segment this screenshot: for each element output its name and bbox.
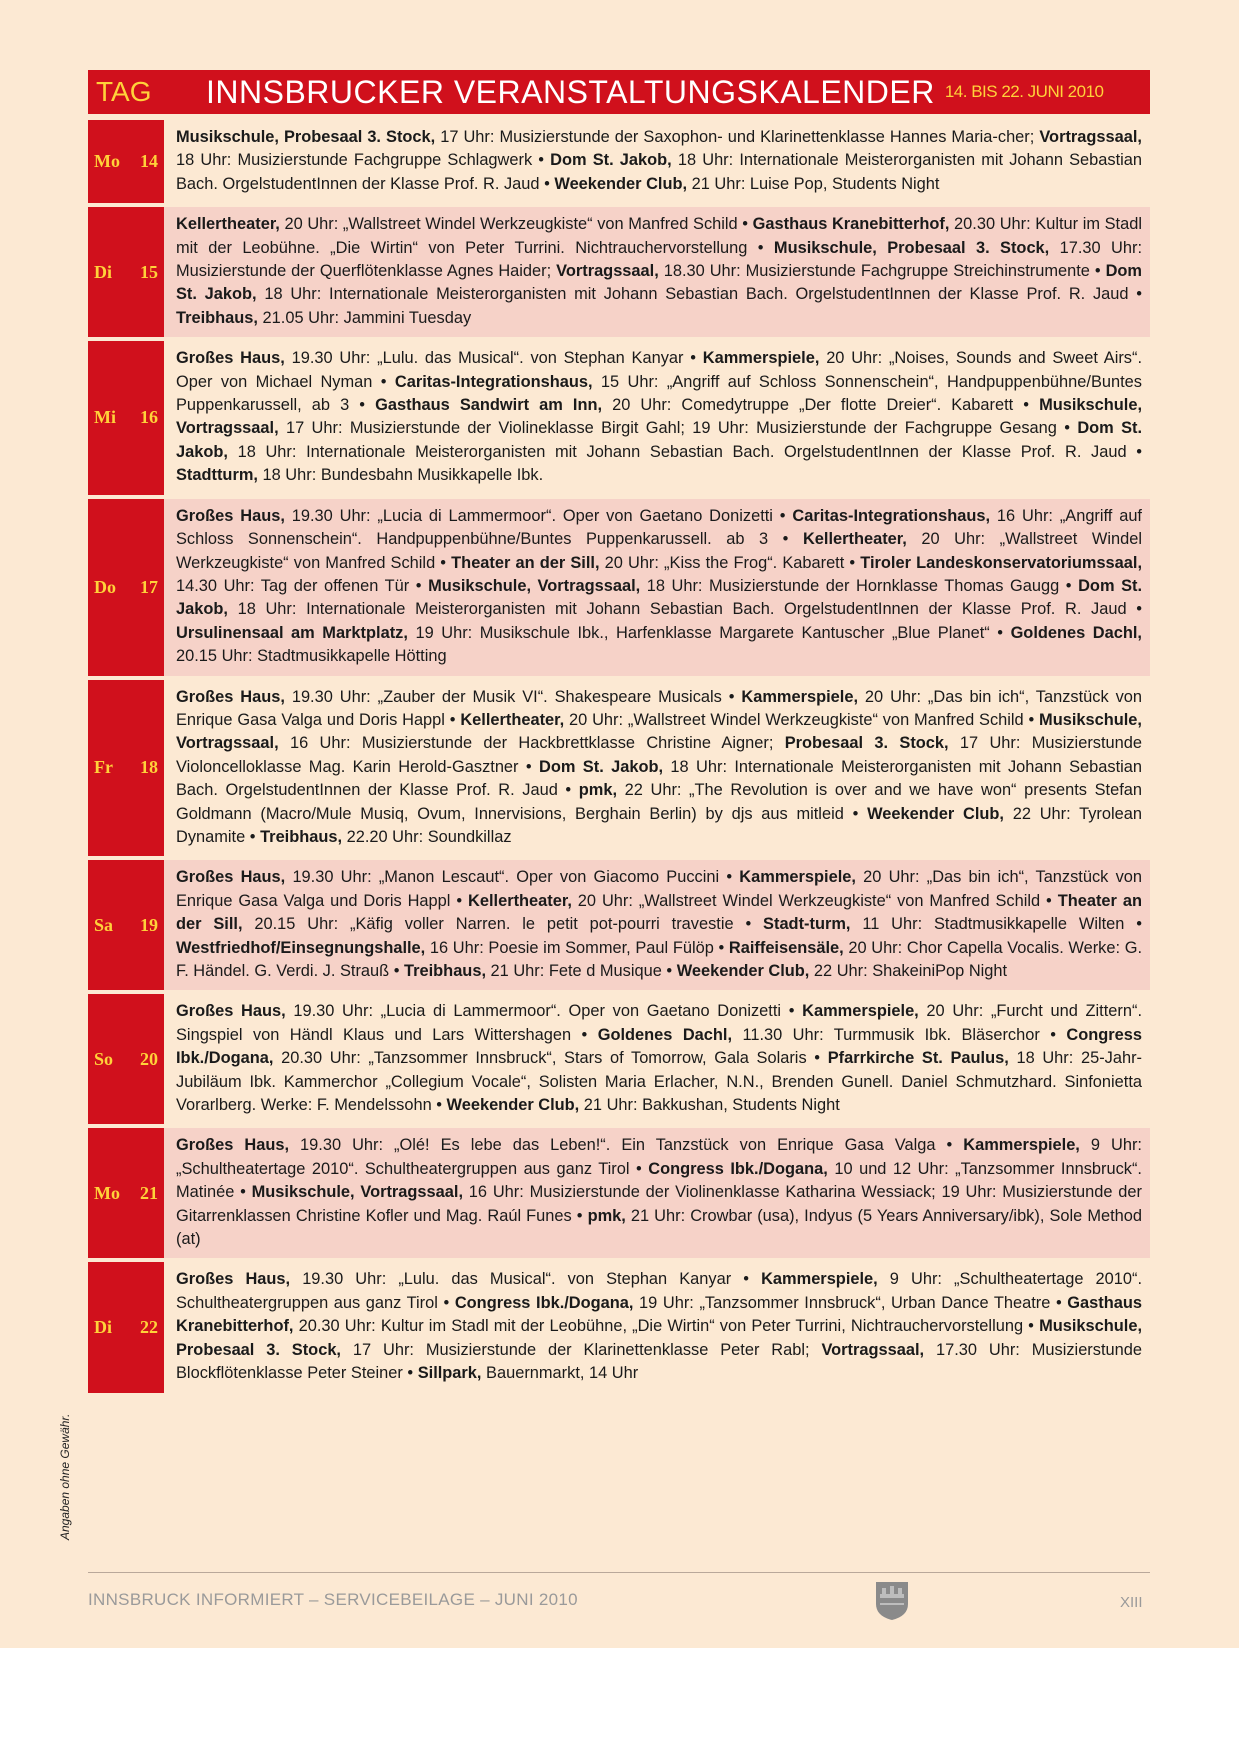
event-details: 18 Uhr: Internationale Meisterorganisten mit Johann Sebastian Bach. OrgelstudentInnen der Klasse Prof. R. Jaud • (256, 285, 1142, 304)
events-text (164, 1128, 1150, 1258)
venue-name: Congress Ibk./Dogana, (454, 1293, 634, 1312)
event-details: 20.30 Uhr: „Tanzsommer Innsbruck“, Stars of Tomorrow, Gala Solaris • (273, 1049, 828, 1068)
venue-name: Stadt-turm, (763, 915, 851, 934)
date-label: 14 (140, 151, 158, 172)
venue-name: Congress Ibk./Dogana, (176, 1025, 1142, 1068)
venue-name: Treibhaus, (260, 827, 343, 846)
venue-name: Congress Ibk./Dogana, (648, 1159, 828, 1178)
day-cell (88, 1262, 164, 1392)
date-label: 19 (140, 914, 158, 935)
event-details: 20 Uhr: „Furcht und Zittern“. Singspiel von Händl Klaus und Lars Wittershagen • (176, 1002, 1142, 1044)
event-details: 19 Uhr: Musikschule Ibk., Harfenklasse Margarete Kantuscher „Blue Planet“ • (407, 623, 1011, 642)
venue-name: Pfarrkirche St. Paulus, (827, 1049, 1009, 1068)
venue-name: Weekender Club, (554, 174, 688, 193)
day-row (88, 676, 1150, 857)
venue-name: Goldenes Dachl, (1010, 623, 1142, 642)
day-cell (88, 1128, 164, 1258)
venue-name: Vortragssaal, (556, 262, 659, 281)
event-details: 21.05 Uhr: Jammini Tuesday (257, 308, 472, 327)
venue-name: Goldenes Dachl, (597, 1025, 733, 1044)
event-details: 19.30 Uhr: „Lulu. das Musical“. von Stephan Kanyar • (284, 349, 703, 368)
footer-divider (88, 1572, 1150, 1573)
venue-name: Kellertheater, (176, 215, 280, 234)
event-details: 18 Uhr: 25-Jahr-Jubiläum Ibk. Kammerchor „Collegium Vocale“, Solisten Maria Erlacher, N.N., Brenden Gunell. Daniel Schmutzhard. Sinfonietta Vorarlberg. Werke: F. Mendelssohn • (176, 1049, 1142, 1115)
venue-name: Westfriedhof/Einsegnungshalle, (176, 938, 426, 957)
venue-name: Raiffeisensäle, (728, 938, 844, 957)
event-details: 21 Uhr: Fete d Musique • (486, 962, 677, 980)
event-details: 20 Uhr: „Das bin ich“, Tanzstück von Enrique Gasa Valga und Doris Happl • (176, 868, 1143, 910)
event-details: 17 Uhr: Musizierstunde der Klarinettenklasse Peter Rabl; (340, 1340, 822, 1359)
day-row (88, 990, 1150, 1124)
event-details: 18 Uhr: Bundesbahn Musikkapelle Ibk. (257, 466, 544, 485)
day-row (88, 203, 1150, 337)
day-cell (88, 341, 164, 494)
event-details: 18 Uhr: Internationale Meisterorganisten mit Johann Sebastian Bach. OrgelstudentInnen der Klasse Prof. R. Jaud • (176, 151, 1142, 193)
event-details: 10 und 12 Uhr: „Tanzsommer Innsbruck“. Matinée • (176, 1159, 1142, 1202)
event-details: 17 Uhr: Musizierstunde der Saxophon- und Klarinettenklasse Hannes Maria-cher; (435, 128, 1040, 146)
venue-name: Musikschule, Vortragssaal, (428, 576, 641, 595)
event-details: 21 Uhr: Luise Pop, Students Night (687, 174, 940, 193)
venue-name: Kammerspiele, (702, 349, 820, 368)
venue-name: Caritas-Integrationshaus, (394, 372, 593, 391)
event-details: 18 Uhr: Internationale Meisterorganisten mit Johann Sebastian Bach. OrgelstudentInnen der Klasse Prof. R. Jaud • (176, 757, 1142, 800)
event-details: 11.30 Uhr: Turmmusik Ibk. Bläserchor • (732, 1025, 1067, 1044)
venue-name: Kellertheater, (468, 891, 572, 910)
venue-name: Dom St. Jakob, (539, 757, 664, 776)
event-details: 15 Uhr: „Angriff auf Schloss Sonnenschein“, Handpuppenbühne/Buntes Puppenkarussell, ab 3 • (176, 372, 1142, 415)
venue-name: Kammerspiele, (761, 1270, 878, 1289)
event-details: 20.15 Uhr: Stadtmusikkapelle Hötting (176, 647, 447, 666)
venue-name: Großes Haus, (176, 1002, 286, 1021)
venue-name: Weekender Club, (867, 804, 1004, 823)
event-details: 20 Uhr: Chor Capella Vocalis. Werke: G. F. Händel. G. Verdi. J. Strauß • (176, 938, 1142, 980)
event-details: 17.30 Uhr: Musizierstunde Blockflötenklasse Peter Steiner • (176, 1340, 1142, 1383)
venue-name: Gasthaus Kranebitterhof, (176, 1293, 1142, 1336)
venue-name: Großes Haus, (176, 687, 285, 706)
event-details: 19.30 Uhr: „Lucia di Lammermoor“. Oper von Gaetano Donizetti • (284, 506, 793, 525)
weekday-label: Di (94, 261, 112, 282)
date-label: 16 (140, 407, 158, 428)
date-label: 20 (140, 1048, 158, 1069)
venue-name: Dom St. Jakob, (176, 262, 1143, 304)
venue-name: Kammerspiele, (802, 1002, 919, 1021)
day-cell (88, 499, 164, 676)
event-details: 18 Uhr: Internationale Meisterorganisten mit Johann Sebastian Bach. OrgelstudentInnen der Klasse Prof. R. Jaud • (227, 600, 1142, 619)
event-details: 20 Uhr: Comedytruppe „Der flotte Dreier“. Kabarett • (602, 396, 1040, 415)
day-row (88, 337, 1150, 494)
event-details: 18 Uhr: Musizierstunde Fachgruppe Schlagwerk • (176, 151, 551, 170)
event-details: 19.30 Uhr: „Lulu. das Musical“. von Stephan Kanyar • (290, 1270, 762, 1289)
weekday-label: Do (94, 576, 116, 597)
date-label: 15 (140, 261, 158, 282)
venue-name: Kammerspiele, (963, 1136, 1080, 1155)
venue-name: Caritas-Integrationshaus, (792, 506, 991, 525)
venue-name: Großes Haus, (176, 868, 286, 887)
venue-name: Gasthaus Kranebitterhof, (752, 215, 950, 234)
venue-name: Treibhaus, (176, 308, 258, 327)
day-row (88, 1258, 1150, 1392)
day-row (88, 116, 1150, 203)
event-details: 18 Uhr: Internationale Meisterorganisten mit Johann Sebastian Bach. OrgelstudentInnen der Klasse Prof. R. Jaud • (227, 442, 1142, 461)
event-details: 16 Uhr: Musizierstunde der Hackbrettklasse Christine Aigner; (278, 734, 785, 753)
venue-name: Probesaal 3. Stock, (784, 734, 949, 753)
events-text (164, 994, 1150, 1124)
venue-name: Musikschule, Vortragssaal, (176, 396, 1143, 438)
event-details: 20.30 Uhr: Kultur im Stadl mit der Leobühne. „Die Wirtin“ von Peter Turrini. Nichtrauchervorstellung • (176, 215, 1142, 257)
event-details: 22 Uhr: Tyrolean Dynamite • (176, 804, 1142, 846)
event-details: 19.30 Uhr: „Olé! Es lebe das Leben!“. Ein Tanzstück von Enrique Gasa Valga • (289, 1136, 964, 1155)
venue-name: Musikschule, Vortragssaal, (176, 710, 1142, 753)
day-row (88, 1124, 1150, 1258)
day-row (88, 495, 1150, 676)
event-details: 20 Uhr: „Kiss the Frog“. Kabarett • (599, 553, 861, 572)
events-text (164, 680, 1150, 857)
venue-name: Vortragssaal, (1039, 128, 1142, 146)
header-date-range: 14. BIS 22. JUNI 2010 (944, 82, 1104, 101)
events-text (164, 207, 1150, 337)
venue-name: Dom St. Jakob, (550, 151, 672, 170)
venue-name: pmk, (578, 781, 618, 800)
weekday-label: So (94, 1048, 114, 1069)
venue-name: Großes Haus, (176, 1270, 291, 1289)
event-details: 19 Uhr: „Tanzsommer Innsbruck“, Urban Dance Theatre • (633, 1293, 1068, 1312)
venue-name: Treibhaus, (404, 962, 486, 980)
event-details: 20.30 Uhr: Kultur im Stadl mit der Leobühne, „Die Wirtin“ von Peter Turrini, Nichtrauchervorstellung • (293, 1317, 1040, 1336)
event-details: 20 Uhr: „Wallstreet Windel Werkzeugkiste“ von Manfred Schild • (279, 215, 753, 234)
event-details: 19.30 Uhr: „Zauber der Musik VI“. Shakespeare Musicals • (284, 687, 742, 706)
event-details: 21 Uhr: Crowbar (usa), Indyus (5 Years Anniversary/ibk), Sole Method (at) (176, 1206, 1142, 1249)
event-details: 20 Uhr: „Noises, Sounds and Sweet Airs“. Oper von Michael Nyman • (176, 349, 1143, 391)
events-text (164, 860, 1150, 990)
event-details: Bauernmarkt, 14 Uhr (481, 1364, 639, 1383)
venue-name: Musikschule, Probesaal 3. Stock, (176, 128, 436, 146)
venue-name: Theater an der Sill, (451, 553, 600, 572)
venue-name: Großes Haus, (176, 1136, 290, 1155)
venue-name: Weekender Club, (446, 1096, 580, 1115)
calendar-table (88, 116, 1150, 1393)
date-label: 21 (140, 1182, 158, 1203)
venue-name: Musikschule, Probesaal 3. Stock, (176, 1317, 1142, 1359)
day-cell (88, 860, 164, 990)
event-details: 20 Uhr: „Wallstreet Windel Werkzeugkiste“ von Manfred Schild • (564, 710, 1040, 729)
weekday-label: Mo (94, 151, 120, 172)
day-cell (88, 120, 164, 203)
calendar-header (88, 70, 1150, 114)
weekday-label: Sa (94, 914, 114, 935)
events-text (164, 120, 1150, 203)
venue-name: Kammerspiele, (739, 868, 856, 887)
date-label: 18 (140, 757, 158, 778)
venue-name: pmk, (587, 1206, 626, 1225)
event-details: 18.30 Uhr: Musizierstunde Fachgruppe Streichinstrumente • (658, 262, 1106, 281)
venue-name: Tiroler Landeskonservatoriumssaal, (860, 553, 1143, 572)
venue-name: Musikschule, Vortragssaal, (251, 1183, 464, 1202)
date-label: 22 (140, 1316, 158, 1337)
event-details: 19.30 Uhr: „Lucia di Lammermoor“. Oper von Gaetano Donizetti • (285, 1002, 803, 1021)
weekday-label: Fr (94, 757, 113, 778)
event-details: 9 Uhr: „Schultheatertage 2010“. Schultheatergruppen aus ganz Tirol • (176, 1136, 1142, 1178)
event-details: 17.30 Uhr: Musizierstunde der Querflötenklasse Agnes Haider; (176, 238, 1142, 281)
event-details: 22.20 Uhr: Soundkillaz (342, 827, 512, 846)
venue-name: Kellertheater, (802, 530, 907, 549)
city-crest-icon (874, 1580, 910, 1622)
day-cell (88, 994, 164, 1124)
event-details: 22 Uhr: ShakeiniPop Night (809, 962, 1008, 980)
venue-name: Dom St. Jakob, (176, 576, 1143, 619)
event-details: 16 Uhr: Poesie im Sommer, Paul Fülöp • (425, 938, 729, 957)
events-text (164, 1262, 1150, 1392)
disclaimer-note: Angaben ohne Gewähr. (58, 1413, 72, 1540)
event-details: 20 Uhr: „Wallstreet Windel Werkzeugkiste“ von Manfred Schild • (571, 891, 1058, 910)
weekday-label: Di (94, 1316, 112, 1337)
event-details: 21 Uhr: Bakkushan, Students Night (579, 1096, 840, 1115)
event-details: 22 Uhr: „The Revolution is over and we have won“ presents Stefan Goldmann (Macro/Mule Musiq, Ovum, Innervisions, Berghain Berlin) by djs aus mitleid • (176, 781, 1142, 823)
event-details: 17 Uhr: Musizierstunde Violoncelloklasse Mag. Karin Herold-Gasztner • (176, 734, 1142, 776)
events-text (164, 499, 1150, 676)
page-title: INNSBRUCKER VERANSTALTUNGSKALENDER (206, 73, 935, 110)
venue-name: Ursulinensaal am Marktplatz, (176, 623, 408, 642)
footer-title: INNSBRUCK INFORMIERT – SERVICEBEILAGE – JUNI 2010 (88, 1590, 578, 1609)
event-details: 19.30 Uhr: „Manon Lescaut“. Oper von Giacomo Puccini • (285, 868, 740, 887)
weekday-label: Mo (94, 1182, 120, 1203)
venue-name: Stadtturm, (176, 466, 258, 485)
venue-name: Kellertheater, (460, 710, 565, 729)
weekday-label: Mi (94, 407, 116, 428)
venue-name: Großes Haus, (176, 506, 285, 525)
day-row (88, 856, 1150, 990)
venue-name: Theater an der Sill, (176, 891, 1142, 934)
date-label: 17 (140, 576, 158, 597)
event-details: 20 Uhr: „Wallstreet Windel Werkzeugkiste“ von Manfred Schild • (176, 530, 1142, 572)
venue-name: Vortragssaal, (821, 1340, 925, 1359)
event-details: 16 Uhr: Musizierstunde der Violinenklasse Katharina Wessiack; 19 Uhr: Musizierstunde der Gitarrenklassen Christine Kofler und Mag. Raúl Funes • (176, 1183, 1142, 1225)
event-details: 11 Uhr: Stadtmusikkapelle Wilten • (850, 915, 1142, 934)
event-details: 20.15 Uhr: „Käfig voller Narren. le petit pot-pourri travestie • (242, 915, 764, 934)
event-details: 9 Uhr: „Schultheatertage 2010“. Schultheatergruppen aus ganz Tirol • (176, 1270, 1142, 1312)
event-details: 20 Uhr: „Das bin ich“, Tanzstück von Enrique Gasa Valga und Doris Happl • (176, 687, 1142, 729)
event-details: 16 Uhr: „Angriff auf Schloss Sonnenschein“. Handpuppenbühne/Buntes Puppenkarussell. ab 3 • (176, 506, 1142, 549)
event-details: 14.30 Uhr: Tag der offenen Tür • (176, 576, 429, 595)
venue-name: Sillpark, (417, 1364, 482, 1383)
venue-name: Dom St. Jakob, (176, 419, 1143, 461)
venue-name: Kammerspiele, (741, 687, 859, 706)
day-cell (88, 680, 164, 857)
venue-name: Musikschule, Probesaal 3. Stock, (773, 238, 1050, 257)
page-number: XIII (1120, 1594, 1143, 1611)
events-text (164, 341, 1150, 494)
venue-name: Gasthaus Sandwirt am Inn, (375, 396, 603, 415)
venue-name: Großes Haus, (176, 349, 285, 368)
header-tag: TAG (96, 76, 152, 107)
day-cell (88, 207, 164, 337)
event-details: 18 Uhr: Musizierstunde der Hornklasse Thomas Gaugg • (640, 576, 1079, 595)
event-details: 17 Uhr: Musizierstunde der Violineklasse Birgit Gahl; 19 Uhr: Musizierstunde der Fachgruppe Gesang • (278, 419, 1078, 438)
venue-name: Weekender Club, (676, 962, 810, 980)
